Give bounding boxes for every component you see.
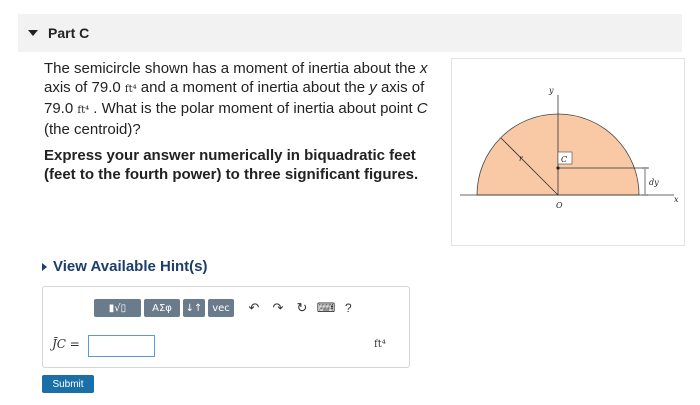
semicircle-figure [451,58,685,246]
question-text [44,59,444,139]
equation-toolbar [94,299,352,317]
arrows-button[interactable]: ↓↑ [183,299,205,317]
part-title: Part C [48,25,90,41]
question-text-part: axis of 79.0 [44,79,125,96]
help-icon[interactable]: ? [345,301,352,315]
semicircle-diagram [452,59,684,245]
answer-unit: ft⁴ [374,339,386,350]
answer-box [42,286,410,368]
reset-icon[interactable]: ↻ [296,300,308,315]
templates-button[interactable]: ▮√▯ [94,299,141,317]
question-text-part: axis of 79.0 [44,79,425,117]
question-text-part: and a moment of inertia about the [136,79,370,96]
question-text-part: . What is the polar moment of inertia about point [89,100,417,117]
x-variable: x [420,60,428,77]
instruction-text: Express your answer numerically in biquadratic feet (feet to the fourth power) to three significant figures. [44,147,419,183]
centroid-label: C [561,155,568,164]
keyboard-icon[interactable]: ⌨ [316,300,336,315]
c-variable: C [416,100,428,117]
view-hints-link[interactable] [42,258,208,275]
expand-arrow-icon [42,263,47,271]
x-axis-label: x [674,195,679,204]
origin-label: O [556,201,563,210]
answer-label: J̄C = [52,337,80,351]
collapse-caret-icon[interactable] [28,30,38,36]
radius-label: r [519,154,523,163]
undo-icon[interactable]: ↶ [248,300,260,315]
unit-label: ft⁴ [77,105,90,116]
part-header[interactable] [18,14,682,52]
unit-label: ft⁴ [124,84,137,95]
submit-button[interactable]: Submit [42,375,94,393]
dy-label: dy [649,178,659,187]
redo-icon[interactable]: ↷ [272,300,284,315]
y-axis-label: y [549,86,554,95]
vector-button[interactable]: vec [208,299,234,317]
y-variable: y [369,79,377,96]
question-text-part: The semicircle shown has a moment of inertia about the [44,60,416,77]
answer-input[interactable] [88,335,155,357]
question-text-part: (the centroid)? [44,121,141,138]
view-hints-label[interactable]: View Available Hint(s) [53,258,208,275]
greek-symbols-button[interactable]: ΑΣφ [144,299,180,317]
